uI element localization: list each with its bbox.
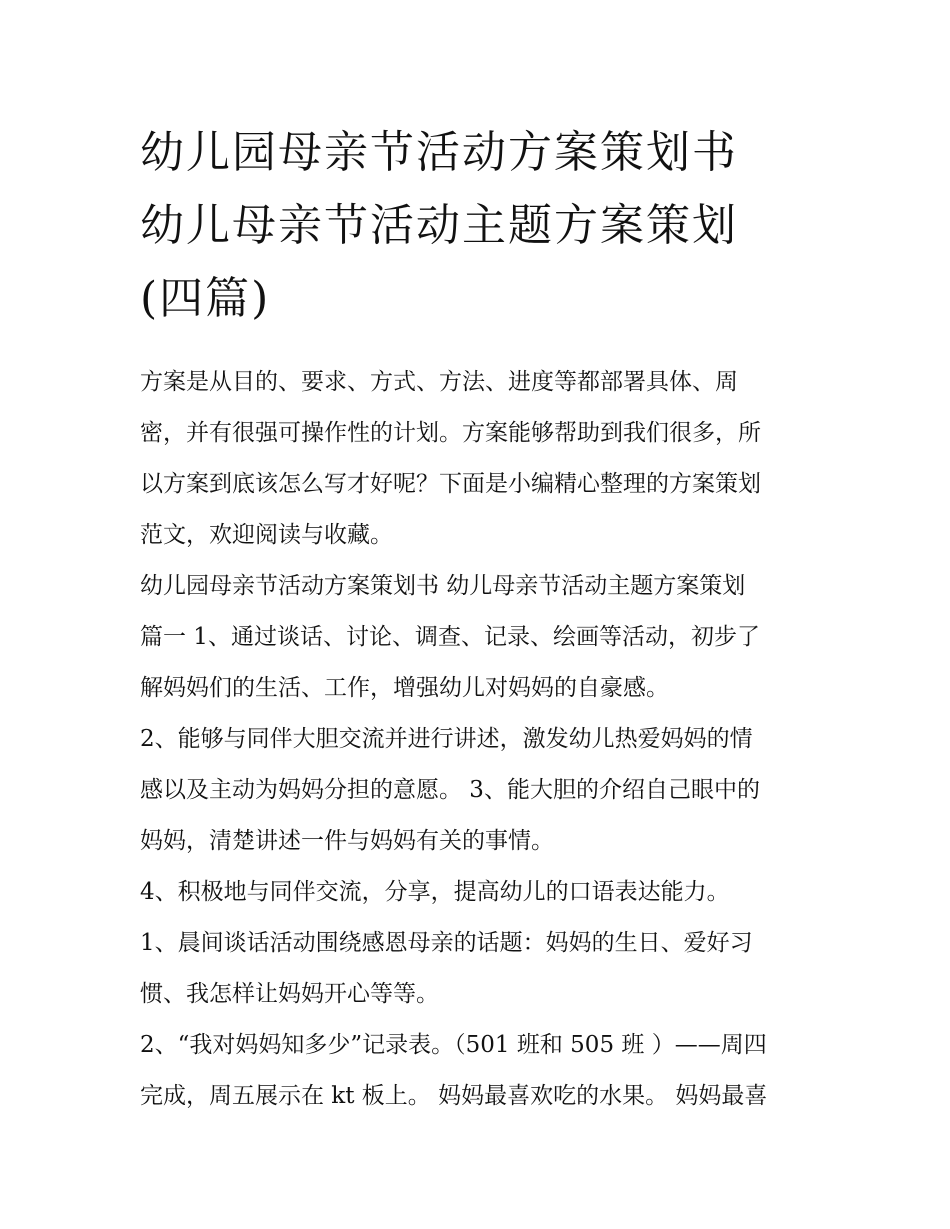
text-line: 篇一 1、通过谈话、讨论、调查、记录、绘画等活动，初步了: [140, 624, 760, 650]
document-body: [140, 357, 820, 1122]
text-line: 2、能够与同伴大胆交流并进行讲述，激发幼儿热爱妈妈的情: [140, 726, 753, 752]
paragraph-goal-4: [140, 867, 820, 918]
title-line: (四篇): [140, 273, 271, 324]
title-line: 幼儿园母亲节活动方案策划书: [140, 127, 738, 178]
text-line: 范文，欢迎阅读与收藏。: [140, 522, 393, 548]
text-line: 完成，周五展示在 kt 板上。 妈妈最喜欢吃的水果。 妈妈最喜: [140, 1083, 768, 1109]
text-line: 方案是从目的、要求、方式、方法、进度等都部署具体、周: [140, 369, 738, 395]
text-line: 密，并有很强可操作性的计划。方案能够帮助到我们很多，所: [140, 420, 761, 446]
text-line: 以方案到底该怎么写才好呢？下面是小编精心整理的方案策划: [140, 471, 761, 497]
paragraph-section-one: [140, 561, 820, 714]
paragraph-activity-1: [140, 918, 820, 1020]
paragraph-goal-2-3: [140, 714, 820, 867]
paragraph-intro: [140, 357, 820, 561]
text-line: 1、晨间谈话活动围绕感恩母亲的话题：妈妈的生日、爱好习: [140, 930, 753, 956]
text-line: 解妈妈们的生活、工作，增强幼儿对妈妈的自豪感。: [140, 675, 669, 701]
paragraph-activity-2: [140, 1020, 820, 1122]
title-line: 幼儿母亲节活动主题方案策划: [140, 200, 738, 251]
text-line: 感以及主动为妈妈分担的意愿。 3、能大胆的介绍自己眼中的: [140, 777, 760, 803]
text-line: 妈妈，清楚讲述一件与妈妈有关的事情。: [140, 828, 554, 854]
text-line: 4、积极地与同伴交流，分享，提高幼儿的口语表达能力。: [140, 879, 730, 905]
text-line: 惯、我怎样让妈妈开心等等。: [140, 981, 439, 1007]
text-line: 2、“我对妈妈知多少”记录表。（501 班和 505 班 ）——周四: [140, 1032, 767, 1058]
document-title: [140, 116, 820, 335]
text-line: 幼儿园母亲节活动方案策划书 幼儿母亲节活动主题方案策划: [140, 573, 746, 599]
